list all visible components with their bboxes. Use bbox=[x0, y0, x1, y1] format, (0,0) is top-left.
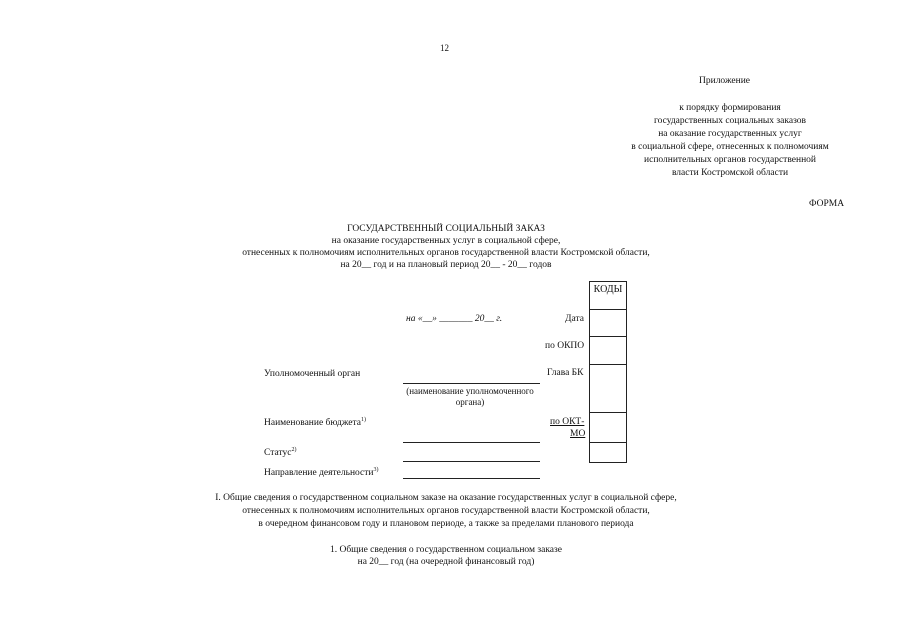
field-label-budget: Наименование бюджета$^{1)}$ bbox=[264, 417, 366, 429]
section1-line-1: I. Общие сведения о государственном социальном заказе на оказание государственных услуг в социальной сфере, bbox=[215, 493, 677, 503]
header-line-3: на 20__ год и на плановый период 20__ - 20__ годов bbox=[340, 260, 552, 270]
subsection1-line-1: 1. Общие сведения о государственном социальном заказе bbox=[329, 545, 562, 555]
appendix-line-3: на оказание государственных услуг bbox=[658, 129, 802, 139]
appendix-line-2: государственных социальных заказов bbox=[653, 116, 807, 126]
authority-input-line bbox=[403, 383, 540, 384]
codes-cell-oktmo bbox=[590, 412, 626, 440]
header-line-1: на оказание государственных услуг в социальной сфере, bbox=[331, 236, 561, 246]
authority-hint-1: (наименование уполномоченного bbox=[406, 386, 534, 396]
date-line: на «__» _______ 20__ г. bbox=[406, 314, 503, 324]
appendix-line-5: исполнительных органов государственной bbox=[644, 155, 816, 165]
appendix-line-6: власти Костромской области bbox=[671, 168, 789, 178]
codes-cell-extra bbox=[590, 442, 626, 462]
section1-line-2: отнесенных к полномочиям исполнительных органов государственной власти Костромской области, bbox=[242, 506, 650, 516]
form-label: ФОРМА bbox=[809, 199, 845, 209]
budget-input-line bbox=[403, 442, 540, 443]
codes-label-date: Дата bbox=[565, 314, 584, 324]
header-line-2: отнесенных к полномочиям исполнительных органов государственной власти Костромской области, bbox=[242, 248, 650, 258]
appendix-title: Приложение bbox=[699, 76, 750, 86]
appendix-line-4: в социальной сфере, отнесенных к полномочиям bbox=[631, 142, 829, 152]
appendix-line-1: к порядку формирования bbox=[679, 103, 781, 113]
codes-table bbox=[589, 281, 627, 463]
status-input-line bbox=[403, 461, 540, 462]
codes-label-oktmo-top: по ОКТ- bbox=[550, 417, 585, 427]
codes-label-okpo: по ОКПО bbox=[545, 341, 585, 351]
codes-cell-glava-bk bbox=[590, 364, 626, 412]
authority-hint-2: органа) bbox=[455, 397, 485, 407]
field-label-status: Статус$^{2)}$ bbox=[264, 447, 297, 459]
activity-input-line bbox=[403, 478, 540, 479]
codes-cell-date bbox=[590, 309, 626, 339]
codes-label-glava-bk: Глава БК bbox=[547, 368, 584, 378]
codes-cell-okpo bbox=[590, 336, 626, 364]
field-label-activity: Направление деятельности$^{3)}$ bbox=[264, 467, 379, 479]
section1-line-3: в очередном финансовом году и плановом периоде, а также за пределами планового периода bbox=[258, 519, 634, 529]
codes-label-oktmo-bottom: МО bbox=[570, 429, 586, 439]
page-number: 12 bbox=[440, 43, 449, 53]
field-label-authority: Уполномоченный орган bbox=[264, 369, 361, 379]
subsection1-line-2: на 20__ год (на очередной финансовый год) bbox=[357, 557, 535, 567]
document-title: ГОСУДАРСТВЕННЫЙ СОЦИАЛЬНЫЙ ЗАКАЗ bbox=[347, 224, 545, 234]
codes-header: КОДЫ bbox=[593, 284, 623, 295]
